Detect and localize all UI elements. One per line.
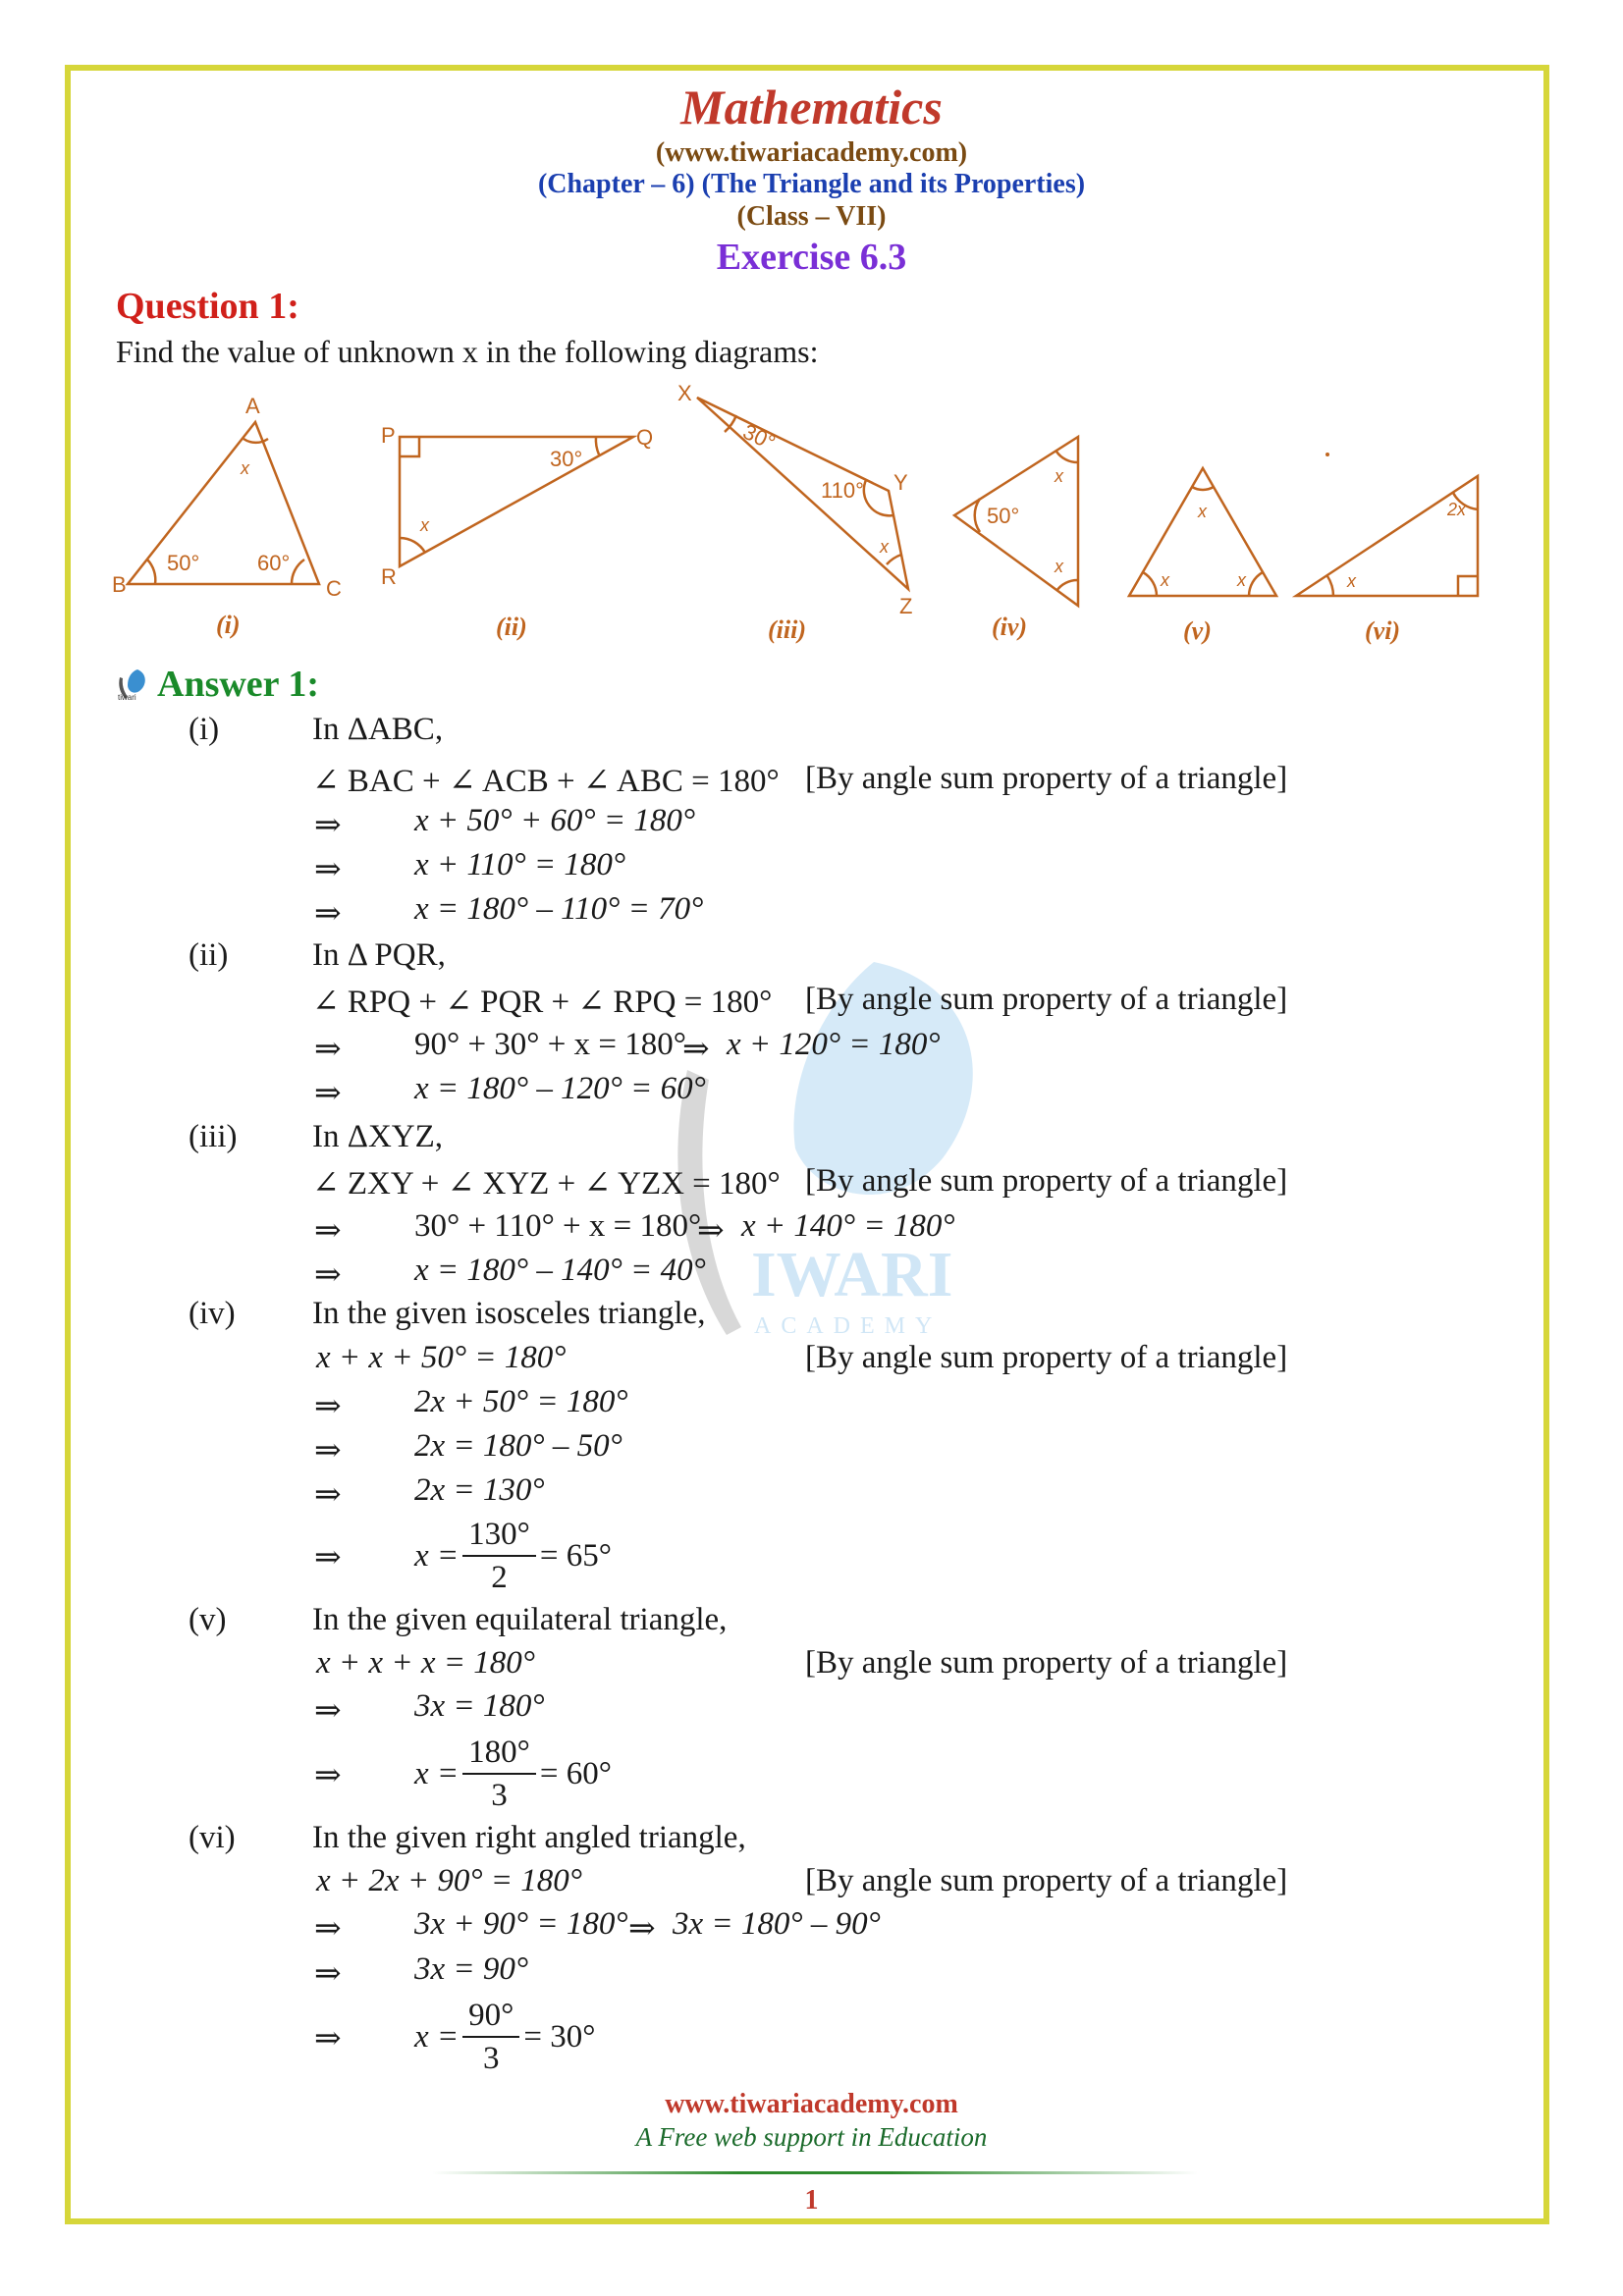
implies-arrow: ⇒ xyxy=(314,1693,342,1729)
fraction-rhs: = 60° xyxy=(539,1755,612,1791)
angle-v-left-arc xyxy=(1143,572,1157,596)
part-ii-line3b: x + 120° = 180° xyxy=(727,1027,941,1062)
part-iv-line3: 2x + 50° = 180° xyxy=(414,1384,628,1419)
chapter-title: (Chapter – 6) (The Triangle and its Properties) xyxy=(537,169,1086,199)
page-number: 1 xyxy=(804,2185,819,2216)
label-2x: 2x xyxy=(1447,500,1467,519)
part-iv-line1: In the given isosceles triangle, xyxy=(312,1296,706,1331)
fraction xyxy=(462,1514,536,1598)
angle-v-right-arc xyxy=(1249,572,1263,596)
part-iii-line3a: 30° + 110° + x = 180° xyxy=(414,1208,702,1244)
part-iv-line6 xyxy=(414,1514,612,1598)
part-iv-number: (iv) xyxy=(189,1296,236,1331)
part-iii-line1: In ΔXYZ, xyxy=(312,1119,444,1154)
part-ii-line4: x = 180° – 120° = 60° xyxy=(414,1071,706,1106)
caption-ii: (ii) xyxy=(496,613,527,641)
triangle-i xyxy=(128,422,319,584)
implies-arrow: ⇒ xyxy=(697,1213,725,1249)
implies-arrow: ⇒ xyxy=(314,1758,342,1793)
caption-v: (v) xyxy=(1183,616,1212,645)
part-vi-line5 xyxy=(414,1995,595,2079)
part-i-line2: ∠ BAC + ∠ ACB + ∠ ABC = 180° xyxy=(312,764,780,799)
part-ii-line2: ∠ RPQ + ∠ PQR + ∠ RPQ = 180° xyxy=(312,985,773,1020)
implies-arrow: ⇒ xyxy=(314,1540,342,1575)
fraction-numerator: 130° xyxy=(462,1514,536,1557)
part-vi-line3b: 3x = 180° – 90° xyxy=(673,1906,881,1942)
footer-site-link[interactable]: www.tiwariacademy.com xyxy=(665,2089,958,2119)
part-iv-line5: 2x = 130° xyxy=(414,1472,545,1508)
part-i-reason: [By angle sum property of a triangle] xyxy=(805,761,1288,796)
class-label: (Class – VII) xyxy=(736,201,887,232)
part-ii-line3a: 90° + 30° + x = 180° xyxy=(414,1027,686,1062)
triangle-diagrams xyxy=(108,378,1502,658)
caption-i: (i) xyxy=(216,611,241,639)
label-60-i: 60° xyxy=(257,551,291,575)
part-iii-line2: ∠ ZXY + ∠ XYZ + ∠ YZX = 180° xyxy=(312,1166,781,1201)
label-x-v-left: x xyxy=(1161,570,1169,590)
angle-50-arc xyxy=(975,499,980,532)
dot-mark xyxy=(1325,453,1329,456)
triangle-ii xyxy=(400,437,633,566)
part-i-number: (i) xyxy=(189,712,220,747)
triangle-vi xyxy=(1296,476,1478,596)
label-x-i: x xyxy=(241,458,249,478)
part-v-line2: x + x + x = 180° xyxy=(316,1645,535,1681)
implies-arrow: ⇒ xyxy=(682,1032,710,1067)
angle-a-arc xyxy=(243,439,268,443)
label-y: Y xyxy=(893,470,908,495)
part-i-line4: x + 110° = 180° xyxy=(414,847,626,882)
implies-arrow: ⇒ xyxy=(314,1956,342,1992)
angle-b-arc xyxy=(147,560,155,584)
exercise-title: Exercise 6.3 xyxy=(716,237,907,278)
part-iv-line2: x + x + 50° = 180° xyxy=(316,1340,567,1375)
fraction-numerator: 90° xyxy=(462,1995,519,2038)
angle-top-arc xyxy=(1056,452,1078,462)
label-x-vi: x xyxy=(1347,571,1356,591)
fraction-lhs: x = xyxy=(414,2018,460,2055)
implies-arrow: ⇒ xyxy=(628,1911,656,1947)
implies-arrow: ⇒ xyxy=(314,1032,342,1067)
fraction xyxy=(462,1732,536,1816)
caption-iii: (iii) xyxy=(768,615,806,644)
right-angle-mark-vi xyxy=(1458,576,1478,596)
implies-arrow: ⇒ xyxy=(314,1477,342,1513)
part-vi-number: (vi) xyxy=(189,1820,236,1855)
label-x-iv-top: x xyxy=(1055,466,1063,486)
tiwari-logo-icon xyxy=(116,667,149,701)
part-i-line1: In ΔABC, xyxy=(312,712,444,747)
part-iii-number: (iii) xyxy=(189,1119,238,1154)
part-v-line4 xyxy=(414,1732,612,1816)
part-vi-line4: 3x = 90° xyxy=(414,1951,529,1987)
watermark-subtext: ACADEMY xyxy=(754,1313,943,1339)
angle-c-arc xyxy=(292,560,304,584)
implies-arrow: ⇒ xyxy=(314,808,342,843)
part-iv-reason: [By angle sum property of a triangle] xyxy=(805,1340,1288,1375)
label-x-iii: x xyxy=(880,537,889,557)
svg-text:tiwari: tiwari xyxy=(118,693,136,701)
part-v-number: (v) xyxy=(189,1602,227,1637)
watermark-text: IWARI xyxy=(751,1239,953,1310)
implies-arrow: ⇒ xyxy=(314,852,342,887)
angle-vi-x-arc xyxy=(1327,576,1333,596)
label-p: P xyxy=(381,423,396,448)
label-50-i: 50° xyxy=(167,551,200,575)
fraction xyxy=(462,1995,519,2079)
footer-divider xyxy=(432,2171,1198,2174)
fraction-denominator: 2 xyxy=(491,1560,508,1595)
fraction-numerator: 180° xyxy=(462,1732,536,1775)
part-iii-reason: [By angle sum property of a triangle] xyxy=(805,1163,1288,1199)
part-v-line3: 3x = 180° xyxy=(414,1688,545,1724)
fraction-rhs: = 65° xyxy=(539,1537,612,1574)
label-x-v-top: x xyxy=(1198,502,1207,521)
label-z: Z xyxy=(899,594,913,618)
angle-z-arc xyxy=(887,555,901,564)
header-site: (www.tiwariacademy.com) xyxy=(655,137,968,168)
fraction-denominator: 3 xyxy=(483,2041,500,2076)
implies-arrow: ⇒ xyxy=(314,2021,342,2056)
part-vi-line2: x + 2x + 90° = 180° xyxy=(316,1863,582,1898)
label-x-iv-bottom: x xyxy=(1055,557,1063,576)
question-heading: Question 1: xyxy=(116,286,299,327)
fraction-lhs: x = xyxy=(414,1755,460,1791)
angle-bottom-arc xyxy=(1056,580,1078,591)
part-vi-reason: [By angle sum property of a triangle] xyxy=(805,1863,1288,1898)
label-c: C xyxy=(326,576,342,601)
angle-q-arc xyxy=(596,437,599,454)
angle-r-arc xyxy=(400,538,425,553)
footer-tagline: A Free web support in Education xyxy=(635,2122,988,2152)
caption-vi: (vi) xyxy=(1365,616,1401,645)
label-50-iv: 50° xyxy=(987,504,1020,528)
right-angle-mark-ii xyxy=(400,437,419,456)
implies-arrow: ⇒ xyxy=(314,1213,342,1249)
part-v-reason: [By angle sum property of a triangle] xyxy=(805,1645,1288,1681)
implies-arrow: ⇒ xyxy=(314,1389,342,1424)
fraction-rhs: = 30° xyxy=(523,2018,596,2055)
part-ii-number: (ii) xyxy=(189,937,229,973)
part-iii-line3b: x + 140° = 180° xyxy=(741,1208,955,1244)
label-110: 110° xyxy=(821,478,864,503)
label-q: Q xyxy=(636,425,654,450)
part-vi-line3a: 3x + 90° = 180° xyxy=(414,1906,628,1942)
label-30-iii: 30° xyxy=(738,418,780,455)
part-ii-line1: In Δ PQR, xyxy=(312,937,446,973)
label-r: R xyxy=(381,564,397,589)
label-x-vertex: X xyxy=(677,381,692,405)
implies-arrow: ⇒ xyxy=(314,1433,342,1468)
part-ii-reason: [By angle sum property of a triangle] xyxy=(805,982,1288,1017)
implies-arrow: ⇒ xyxy=(314,896,342,932)
implies-arrow: ⇒ xyxy=(314,1911,342,1947)
implies-arrow: ⇒ xyxy=(314,1257,342,1293)
label-b: B xyxy=(112,572,127,597)
angle-v-top-arc xyxy=(1192,487,1214,490)
part-iii-line4: x = 180° – 140° = 40° xyxy=(414,1253,706,1288)
fraction-denominator: 3 xyxy=(491,1778,508,1813)
part-vi-line1: In the given right angled triangle, xyxy=(312,1820,746,1855)
page-title: Mathematics xyxy=(680,80,943,134)
triangle-v xyxy=(1129,468,1276,596)
caption-iv: (iv) xyxy=(992,613,1028,641)
label-30-ii: 30° xyxy=(550,447,583,471)
label-x-ii: x xyxy=(420,515,429,535)
part-i-line3: x + 50° + 60° = 180° xyxy=(414,803,696,838)
question-text: Find the value of unknown x in the following diagrams: xyxy=(116,334,819,369)
part-iv-line4: 2x = 180° – 50° xyxy=(414,1428,622,1464)
fraction-lhs: x = xyxy=(414,1537,460,1574)
label-x-v-right: x xyxy=(1237,570,1246,590)
label-a: A xyxy=(245,394,260,418)
answer-heading: Answer 1: xyxy=(157,664,320,705)
part-i-line5: x = 180° – 110° = 70° xyxy=(414,891,704,927)
implies-arrow: ⇒ xyxy=(314,1076,342,1111)
part-v-line1: In the given equilateral triangle, xyxy=(312,1602,728,1637)
